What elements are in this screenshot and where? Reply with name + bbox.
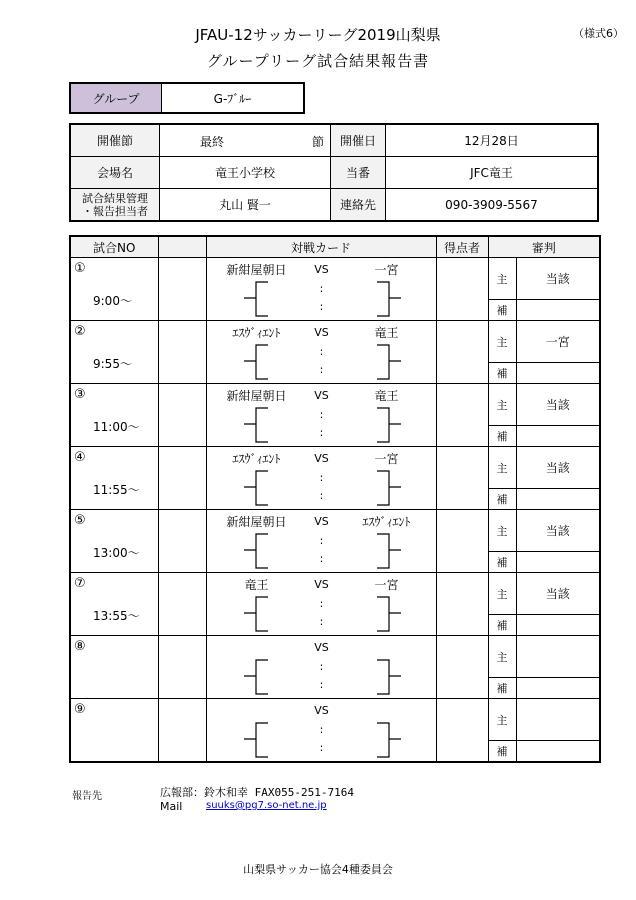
match-blank-cell [158,384,206,447]
left-bracket-icon [234,533,270,572]
match-no-cell [70,510,158,573]
vs-label: VS [314,704,329,717]
scorer-cell [436,510,488,573]
home-team: 竜王 [244,578,269,592]
left-bracket-icon [234,470,270,509]
assist-ref-name [516,489,600,510]
score-colon-2: : [319,741,324,754]
scorer-cell [436,258,488,321]
header-blank [158,236,206,258]
group-value: G-ﾌﾞﾙｰ [213,91,252,106]
score-colon-1: : [319,471,324,484]
score-colon-2: : [319,363,324,376]
main-ref-name: 当該 [516,573,600,615]
home-team: ｴｽｳﾞｨｴﾝﾄ [232,326,281,340]
round-label: 開催節 [70,124,160,157]
match-row [70,258,600,300]
match-time: 13:00～ [93,546,140,560]
match-no-cell [70,321,158,384]
match-card-cell [206,321,436,384]
match-card-cell [206,636,436,699]
match-no-cell [70,573,158,636]
header-scorer: 得点者 [436,236,488,258]
left-bracket-icon [234,659,270,698]
assist-ref-label: 補 [488,489,516,510]
vs-label: VS [314,452,329,465]
vs-label: VS [314,389,329,402]
group-box [69,82,305,114]
match-row [70,636,600,678]
match-number: ⑧ [74,639,86,654]
organization-name: 山梨県サッカー協会4種委員会 [243,863,393,876]
document-subtitle: グループリーグ試合結果報告書 [206,52,430,70]
score-colon-1: : [319,534,324,547]
assist-ref-label: 補 [488,741,516,763]
score-colon-1: : [319,408,324,421]
main-ref-label: 主 [488,258,516,300]
mail-link[interactable]: suuks@pg7.so-net.ne.jp [206,800,327,811]
document-title: JFAU-12サッカーリーグ2019山梨県 [195,26,441,44]
matches-header-row [70,236,600,258]
round-value: 最終 [200,135,225,149]
assist-ref-name [516,615,600,636]
assist-ref-label: 補 [488,678,516,699]
away-team: 一宮 [374,263,399,277]
manager-label-line1: 試合結果管理 [82,191,148,205]
match-number: ③ [74,387,86,402]
home-team: 新紺屋朝日 [226,389,287,403]
main-ref-name: 当該 [516,510,600,552]
right-bracket-icon [375,470,411,509]
scorer-cell [436,321,488,384]
main-ref-name: 当該 [516,384,600,426]
info-table [69,123,599,222]
score-colon-1: : [319,282,324,295]
left-bracket-icon [234,281,270,320]
right-bracket-icon [375,344,411,383]
left-bracket-icon [234,596,270,635]
match-card-cell [206,447,436,510]
match-time: 9:55～ [93,357,132,371]
left-bracket-icon [234,722,270,761]
match-number: ② [74,324,86,339]
right-bracket-icon [375,407,411,446]
match-row [70,573,600,615]
score-colon-2: : [319,300,324,313]
match-blank-cell [158,510,206,573]
score-colon-2: : [319,489,324,502]
match-row [70,699,600,741]
away-team: 一宮 [374,452,399,466]
score-colon-2: : [319,678,324,691]
round-suffix: 節 [311,135,324,149]
match-time: 9:00～ [93,294,132,308]
mail-label: Mail [160,800,183,813]
score-colon-1: : [319,345,324,358]
assist-ref-label: 補 [488,300,516,321]
scorer-cell [436,636,488,699]
match-time: 13:55～ [93,609,140,623]
date-value: 12月28日 [386,124,599,157]
manager-value: 丸山 賢一 [160,189,331,222]
match-blank-cell [158,321,206,384]
score-colon-2: : [319,426,324,439]
home-team: 新紺屋朝日 [226,263,287,277]
left-bracket-icon [234,407,270,446]
header-referee: 審判 [488,236,600,258]
away-team: 一宮 [374,578,399,592]
match-row [70,321,600,363]
home-team: 新紺屋朝日 [226,515,287,529]
header-card: 対戦カード [206,236,436,258]
main-ref-label: 主 [488,384,516,426]
assist-ref-name [516,552,600,573]
scorer-cell [436,573,488,636]
assist-ref-name [516,363,600,384]
venue-value: 竜王小学校 [160,157,331,189]
score-colon-2: : [319,552,324,565]
score-colon-1: : [319,597,324,610]
right-bracket-icon [375,659,411,698]
right-bracket-icon [375,533,411,572]
match-no-cell [70,447,158,510]
assist-ref-name [516,300,600,321]
match-number: ⑦ [74,576,86,591]
left-bracket-icon [234,344,270,383]
match-no-cell [70,384,158,447]
assist-ref-name [516,678,600,699]
match-row [70,510,600,552]
main-ref-label: 主 [488,447,516,489]
match-no-cell [70,699,158,763]
score-colon-2: : [319,615,324,628]
venue-label: 会場名 [70,157,160,189]
match-blank-cell [158,258,206,321]
main-ref-name [516,699,600,741]
main-ref-name: 当該 [516,447,600,489]
match-no-cell [70,258,158,321]
main-ref-label: 主 [488,573,516,615]
header-match-no: 試合NO [70,236,158,258]
match-no-cell [70,636,158,699]
date-label: 開催日 [331,124,386,157]
main-ref-label: 主 [488,321,516,363]
assist-ref-label: 補 [488,363,516,384]
matches-table [69,235,601,763]
contact-label: 連絡先 [331,189,386,222]
away-team: 竜王 [374,326,399,340]
report-contact: 広報部：鈴木和幸 FAX055-251-7164 [160,786,354,799]
home-team: ｴｽｳﾞｨｴﾝﾄ [232,452,281,466]
duty-label: 当番 [331,157,386,189]
scorer-cell [436,699,488,763]
match-blank-cell [158,573,206,636]
main-ref-label: 主 [488,699,516,741]
assist-ref-label: 補 [488,615,516,636]
assist-ref-label: 補 [488,552,516,573]
match-number: ④ [74,450,86,465]
main-ref-name [516,636,600,678]
match-number: ⑤ [74,513,86,528]
main-ref-name: 一宮 [516,321,600,363]
main-ref-label: 主 [488,510,516,552]
match-row [70,447,600,489]
vs-label: VS [314,641,329,654]
match-number: ① [74,261,86,276]
away-team: ｴｽｳﾞｨｴﾝﾄ [362,515,411,529]
match-card-cell [206,258,436,321]
away-team: 竜王 [374,389,399,403]
scorer-cell [436,384,488,447]
match-blank-cell [158,447,206,510]
match-card-cell [206,573,436,636]
vs-label: VS [314,326,329,339]
vs-label: VS [314,263,329,276]
group-label: グループ [71,84,162,112]
assist-ref-label: 補 [488,426,516,447]
vs-label: VS [314,578,329,591]
main-ref-name: 当該 [516,258,600,300]
manager-label [70,189,160,222]
score-colon-1: : [319,660,324,673]
report-to-label: 報告先 [72,791,102,802]
manager-label-line2: ・報告担当者 [82,204,148,218]
right-bracket-icon [375,281,411,320]
match-number: ⑨ [74,702,86,717]
assist-ref-name [516,426,600,447]
match-card-cell [206,699,436,763]
right-bracket-icon [375,722,411,761]
main-ref-label: 主 [488,636,516,678]
contact-value: 090-3909-5567 [386,189,599,222]
match-blank-cell [158,699,206,763]
vs-label: VS [314,515,329,528]
match-card-cell [206,384,436,447]
form-number: （様式6） [573,27,624,40]
round-cell [160,124,331,157]
match-card-cell [206,510,436,573]
assist-ref-name [516,741,600,763]
match-blank-cell [158,636,206,699]
duty-value: JFC竜王 [386,157,599,189]
match-row [70,384,600,426]
score-colon-1: : [319,723,324,736]
right-bracket-icon [375,596,411,635]
match-time: 11:55～ [93,483,140,497]
scorer-cell [436,447,488,510]
match-time: 11:00～ [93,420,140,434]
